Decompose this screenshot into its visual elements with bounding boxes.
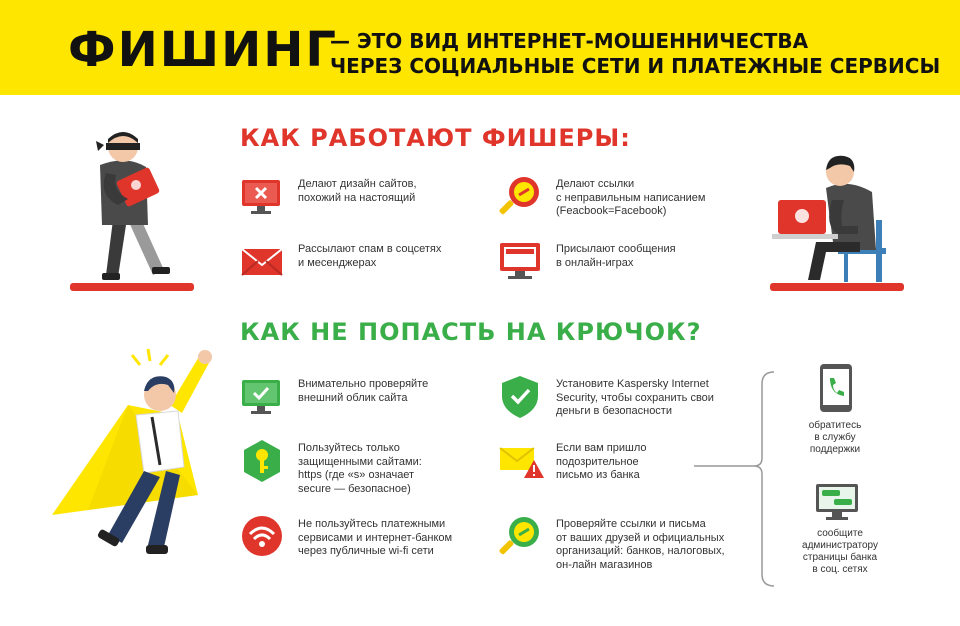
secure-key-icon	[240, 438, 286, 484]
action-line: сообщите	[817, 528, 863, 539]
shield-check-icon	[498, 374, 544, 420]
item-text	[556, 174, 706, 219]
item-text	[298, 374, 428, 405]
item-text	[298, 514, 452, 559]
action-line: в соц. сетях	[812, 564, 868, 575]
fake-website-icon	[240, 174, 286, 220]
item-line: Делают дизайн сайтов,	[298, 178, 417, 190]
list-item	[498, 239, 676, 285]
action-line: поддержки	[809, 444, 861, 455]
list-item	[240, 239, 441, 285]
game-message-icon	[498, 239, 544, 285]
action-line: в службу	[814, 432, 856, 443]
item-line: Делают ссылки	[556, 178, 635, 190]
item-line: Если вам пришло	[556, 442, 647, 454]
item-line: от ваших друзей и официальных	[556, 531, 725, 544]
item-line: защищенными сайтами:	[298, 455, 422, 468]
item-line: внешний облик сайта	[298, 391, 408, 404]
spam-mail-icon	[240, 239, 286, 285]
item-line: и месенджерах	[298, 256, 377, 269]
check-website-icon	[240, 374, 286, 420]
action-support-label	[795, 420, 875, 456]
page-subtitle	[330, 29, 940, 79]
item-line: Рассылают спам в соцсетях	[298, 243, 442, 255]
action-admin-label	[790, 528, 890, 576]
thief-illustration	[68, 125, 198, 295]
list-item	[498, 438, 647, 484]
suspicious-mail-icon	[498, 438, 544, 484]
section-title-protection: КАК НЕ ПОПАСТЬ НА КРЮЧОК?	[240, 318, 702, 346]
action-line: обратитесь	[808, 420, 862, 431]
item-line: https (где «s» означает	[298, 469, 415, 481]
header-banner	[0, 0, 960, 95]
subtitle-line: — ЭТО ВИД ИНТЕРНЕТ-МОШЕННИЧЕСТВА	[330, 29, 809, 53]
item-line: сервисами и интернет-банком	[298, 531, 453, 544]
action-line: администратору	[802, 540, 878, 551]
item-line: Не пользуйтесь платежными	[298, 518, 446, 530]
subtitle-line: ЧЕРЕЗ СОЦИАЛЬНЫЕ СЕТИ И ПЛАТЕЖНЫЕ СЕРВИСЫ	[330, 54, 941, 78]
item-line: похожий на настоящий	[298, 191, 416, 204]
item-line: с неправильным написанием	[556, 191, 706, 204]
item-line: Security, чтобы сохранить свои	[556, 391, 714, 404]
phone-call-icon	[818, 362, 854, 414]
item-text	[556, 239, 676, 270]
check-links-icon	[498, 514, 544, 560]
list-item	[240, 438, 422, 496]
chat-screen-icon	[814, 482, 860, 522]
list-item	[498, 374, 714, 420]
page-title: ФИШИНГ	[68, 22, 338, 78]
item-text	[298, 174, 417, 205]
item-line: он-лайн магазинов	[556, 558, 653, 571]
item-line: Установите Kaspersky Internet	[556, 378, 709, 390]
item-line: Присылают сообщения	[556, 243, 676, 255]
item-text	[556, 438, 647, 483]
item-line: организаций: банков, налоговых,	[556, 545, 725, 557]
action-line: страницы банка	[802, 552, 878, 563]
superhero-illustration	[48, 345, 223, 585]
item-line: деньги в безопасности	[556, 405, 672, 417]
item-line: подозрительное	[556, 455, 639, 468]
list-item	[240, 514, 452, 560]
item-line: Внимательно проверяйте	[298, 378, 429, 390]
hacker-illustration	[768, 150, 908, 295]
list-item	[498, 174, 706, 220]
item-line: Пользуйтесь только	[298, 442, 400, 454]
list-item	[240, 174, 417, 220]
public-wifi-icon	[240, 514, 286, 560]
bracket-divider	[690, 370, 780, 590]
item-text	[298, 239, 441, 270]
item-line: письмо из банка	[556, 469, 640, 481]
item-line: через публичные wi-fi сети	[298, 545, 434, 557]
item-line: в онлайн-играх	[556, 256, 634, 269]
item-line: secure — безопасное)	[298, 482, 411, 495]
item-text	[298, 438, 422, 496]
misspelled-link-icon	[498, 174, 544, 220]
item-line: (Feacbook=Facebook)	[556, 205, 667, 217]
list-item	[240, 374, 428, 420]
item-line: Проверяйте ссылки и письма	[556, 518, 706, 530]
section-title-phishers: КАК РАБОТАЮТ ФИШЕРЫ:	[240, 124, 631, 152]
